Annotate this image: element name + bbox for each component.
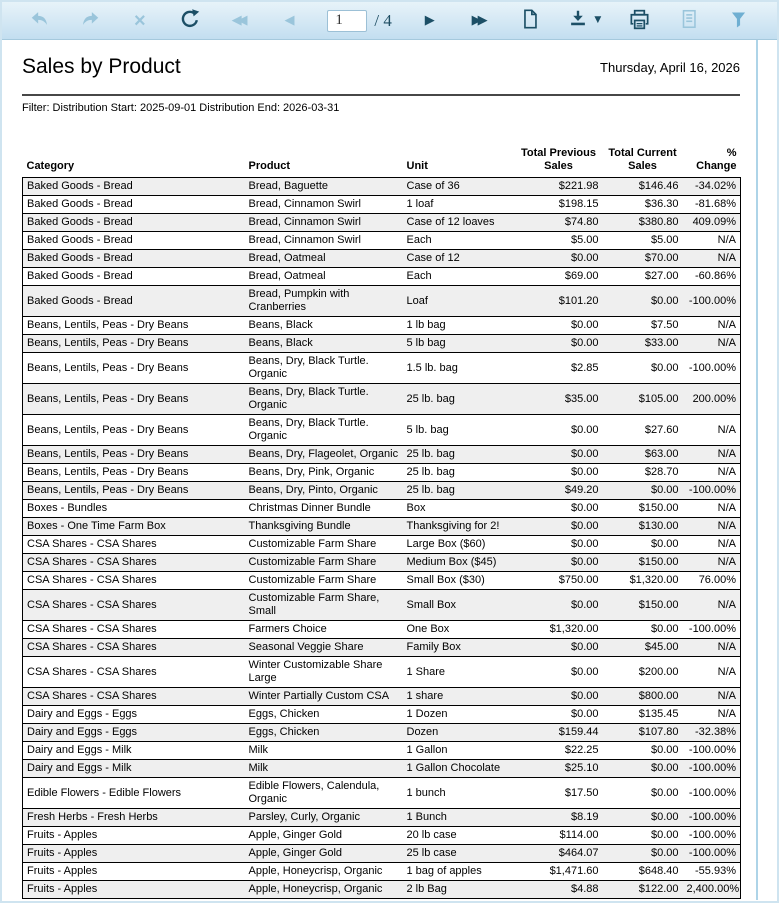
current-sales-cell: $122.00 [603, 881, 683, 899]
prev-sales-cell: $464.07 [515, 845, 603, 863]
product-cell: Edible Flowers, Calendula, Organic [245, 778, 403, 809]
prev-sales-cell: $0.00 [515, 250, 603, 268]
pct-change-cell: N/A [683, 446, 741, 464]
current-sales-cell: $0.00 [603, 809, 683, 827]
current-sales-cell: $0.00 [603, 482, 683, 500]
pct-change-cell: -60.86% [683, 268, 741, 286]
table-row [23, 742, 741, 760]
current-sales-cell: $0.00 [603, 827, 683, 845]
prev-sales-cell: $198.15 [515, 196, 603, 214]
prev-sales-cell: $1,320.00 [515, 621, 603, 639]
prev-page-icon: ◀ [284, 13, 295, 28]
pct-change-cell: N/A [683, 657, 741, 688]
product-cell: Winter Partially Custom CSA [245, 688, 403, 706]
product-cell: Bread, Oatmeal [245, 250, 403, 268]
export-button[interactable] [567, 8, 601, 34]
category-cell: Dairy and Eggs - Milk [23, 760, 245, 778]
unit-cell: 5 lb. bag [403, 415, 515, 446]
prev-sales-cell: $221.98 [515, 178, 603, 196]
table-row [23, 639, 741, 657]
sales-table [22, 147, 741, 899]
current-sales-cell: $28.70 [603, 464, 683, 482]
unit-cell: Large Box ($60) [403, 536, 515, 554]
unit-cell: Each [403, 232, 515, 250]
unit-cell: Loaf [403, 286, 515, 317]
prev-sales-cell: $49.20 [515, 482, 603, 500]
table-row [23, 590, 741, 621]
unit-cell: 1 Share [403, 657, 515, 688]
category-cell: Fruits - Apples [23, 863, 245, 881]
table-row [23, 464, 741, 482]
column-header-category: Category [26, 160, 75, 172]
category-cell: Beans, Lentils, Peas - Dry Beans [23, 353, 245, 384]
current-sales-cell: $27.00 [603, 268, 683, 286]
table-row [23, 554, 741, 572]
pct-change-cell: -100.00% [683, 778, 741, 809]
category-cell: Baked Goods - Bread [23, 178, 245, 196]
unit-cell: Family Box [403, 639, 515, 657]
prev-sales-cell: $159.44 [515, 724, 603, 742]
pct-change-cell: N/A [683, 464, 741, 482]
category-cell: CSA Shares - CSA Shares [23, 688, 245, 706]
page-layout-button[interactable] [518, 8, 542, 34]
current-sales-cell: $146.46 [603, 178, 683, 196]
category-cell: Beans, Lentils, Peas - Dry Beans [23, 482, 245, 500]
table-row [23, 809, 741, 827]
unit-cell: Medium Box ($45) [403, 554, 515, 572]
prev-sales-cell: $0.00 [515, 335, 603, 353]
pct-change-cell: N/A [683, 639, 741, 657]
table-row [23, 827, 741, 845]
table-row [23, 415, 741, 446]
current-sales-cell: $107.80 [603, 724, 683, 742]
table-row [23, 657, 741, 688]
unit-cell: 1 Gallon Chocolate [403, 760, 515, 778]
category-cell: Baked Goods - Bread [23, 250, 245, 268]
category-cell: CSA Shares - CSA Shares [23, 554, 245, 572]
print-icon [628, 8, 651, 34]
prev-sales-cell: $0.00 [515, 706, 603, 724]
pct-change-cell: N/A [683, 706, 741, 724]
table-row [23, 214, 741, 232]
unit-cell: 25 lb case [403, 845, 515, 863]
last-page-button[interactable] [468, 8, 492, 34]
single-page-icon [519, 8, 541, 33]
current-sales-cell: $45.00 [603, 639, 683, 657]
unit-cell: Case of 36 [403, 178, 515, 196]
current-sales-cell: $0.00 [603, 742, 683, 760]
category-cell: Beans, Lentils, Peas - Dry Beans [23, 446, 245, 464]
unit-cell: 25 lb. bag [403, 464, 515, 482]
unit-cell: 25 lb. bag [403, 482, 515, 500]
product-cell: Farmers Choice [245, 621, 403, 639]
forward-button[interactable] [78, 8, 102, 34]
pct-change-cell: -100.00% [683, 760, 741, 778]
prev-sales-cell: $0.00 [515, 688, 603, 706]
table-row [23, 688, 741, 706]
table-row [23, 518, 741, 536]
prev-sales-cell: $2.85 [515, 353, 603, 384]
product-cell: Beans, Dry, Flageolet, Organic [245, 446, 403, 464]
category-cell: Beans, Lentils, Peas - Dry Beans [23, 415, 245, 446]
prev-sales-cell: $35.00 [515, 384, 603, 415]
category-cell: Fruits - Apples [23, 827, 245, 845]
unit-cell: 25 lb. bag [403, 446, 515, 464]
prev-sales-cell: $74.80 [515, 214, 603, 232]
header-divider [22, 94, 740, 96]
document-view-button[interactable] [677, 8, 701, 34]
product-cell: Milk [245, 742, 403, 760]
current-sales-cell: $380.80 [603, 214, 683, 232]
product-cell: Thanksgiving Bundle [245, 518, 403, 536]
unit-cell: 1 Gallon [403, 742, 515, 760]
current-sales-cell: $33.00 [603, 335, 683, 353]
pct-change-cell: N/A [683, 554, 741, 572]
cancel-icon: × [133, 9, 146, 32]
current-sales-cell: $0.00 [603, 760, 683, 778]
current-sales-cell: $0.00 [603, 536, 683, 554]
prev-sales-cell: $25.10 [515, 760, 603, 778]
dropdown-caret-icon: ▼ [594, 15, 602, 25]
current-sales-cell: $150.00 [603, 554, 683, 572]
product-cell: Milk [245, 760, 403, 778]
report-date: Thursday, April 16, 2026 [600, 59, 740, 75]
prev-page-button[interactable] [277, 8, 301, 34]
table-row [23, 268, 741, 286]
current-sales-cell: $27.60 [603, 415, 683, 446]
category-cell: Boxes - One Time Farm Box [23, 518, 245, 536]
product-cell: Eggs, Chicken [245, 724, 403, 742]
prev-sales-cell: $0.00 [515, 446, 603, 464]
category-cell: Beans, Lentils, Peas - Dry Beans [23, 317, 245, 335]
pct-change-cell: N/A [683, 335, 741, 353]
current-sales-cell: $7.50 [603, 317, 683, 335]
table-row [23, 232, 741, 250]
column-header-product: Product [248, 160, 291, 172]
table-row [23, 353, 741, 384]
pct-change-cell: 200.00% [683, 384, 741, 415]
first-page-button[interactable] [228, 8, 252, 34]
product-cell: Customizable Farm Share [245, 572, 403, 590]
first-page-icon: ◀◀ [231, 13, 244, 28]
category-cell: Baked Goods - Bread [23, 214, 245, 232]
prev-sales-cell: $0.00 [515, 657, 603, 688]
prev-sales-cell: $5.00 [515, 232, 603, 250]
current-sales-cell: $135.45 [603, 706, 683, 724]
toolbar [2, 2, 777, 40]
unit-cell: 1.5 lb. bag [403, 353, 515, 384]
report-header [22, 55, 740, 79]
back-button[interactable] [28, 8, 52, 34]
table-row [23, 286, 741, 317]
pct-change-cell: 2,400.00% [683, 881, 741, 899]
prev-sales-cell: $69.00 [515, 268, 603, 286]
table-row [23, 317, 741, 335]
current-sales-cell: $800.00 [603, 688, 683, 706]
table-row [23, 335, 741, 353]
prev-sales-cell: $114.00 [515, 827, 603, 845]
pct-change-cell: -100.00% [683, 286, 741, 317]
unit-cell: Small Box [403, 590, 515, 621]
filter-text: Filter: Distribution Start: 2025-09-01 Distribution End: 2026-03-31 [22, 102, 340, 114]
prev-sales-cell: $101.20 [515, 286, 603, 317]
prev-sales-cell: $0.00 [515, 317, 603, 335]
pct-change-cell: -100.00% [683, 621, 741, 639]
product-cell: Bread, Cinnamon Swirl [245, 214, 403, 232]
print-button[interactable] [627, 8, 651, 34]
prev-sales-cell: $0.00 [515, 639, 603, 657]
product-cell: Beans, Dry, Black Turtle. Organic [245, 415, 403, 446]
current-sales-cell: $70.00 [603, 250, 683, 268]
unit-cell: 20 lb case [403, 827, 515, 845]
table-row [23, 250, 741, 268]
table-row [23, 706, 741, 724]
category-cell: Baked Goods - Bread [23, 286, 245, 317]
category-cell: CSA Shares - CSA Shares [23, 621, 245, 639]
current-sales-cell: $1,320.00 [603, 572, 683, 590]
product-cell: Apple, Honeycrisp, Organic [245, 881, 403, 899]
current-sales-cell: $200.00 [603, 657, 683, 688]
product-cell: Customizable Farm Share [245, 536, 403, 554]
sales-table-body [23, 178, 741, 899]
current-sales-cell: $0.00 [603, 778, 683, 809]
product-cell: Bread, Cinnamon Swirl [245, 232, 403, 250]
prev-sales-cell: $750.00 [515, 572, 603, 590]
pct-change-cell: -100.00% [683, 482, 741, 500]
current-sales-cell: $648.40 [603, 863, 683, 881]
category-cell: Fruits - Apples [23, 881, 245, 899]
pct-change-cell: N/A [683, 317, 741, 335]
table-row [23, 845, 741, 863]
unit-cell: One Box [403, 621, 515, 639]
pct-change-cell: N/A [683, 250, 741, 268]
table-row [23, 536, 741, 554]
product-cell: Bread, Oatmeal [245, 268, 403, 286]
unit-cell: 1 share [403, 688, 515, 706]
pct-change-cell: N/A [683, 500, 741, 518]
category-cell: Beans, Lentils, Peas - Dry Beans [23, 464, 245, 482]
product-cell: Seasonal Veggie Share [245, 639, 403, 657]
product-cell: Apple, Honeycrisp, Organic [245, 863, 403, 881]
prev-sales-cell: $22.25 [515, 742, 603, 760]
document-view-icon [678, 8, 700, 33]
prev-sales-cell: $8.19 [515, 809, 603, 827]
pct-change-cell: N/A [683, 688, 741, 706]
category-cell: CSA Shares - CSA Shares [23, 572, 245, 590]
product-cell: Beans, Dry, Black Turtle. Organic [245, 353, 403, 384]
refresh-icon [178, 7, 202, 34]
table-row [23, 482, 741, 500]
next-page-button[interactable] [418, 8, 442, 34]
report-content [22, 55, 740, 899]
filter-button[interactable] [727, 8, 751, 34]
cancel-button[interactable] [128, 8, 152, 34]
category-cell: CSA Shares - CSA Shares [23, 590, 245, 621]
table-row [23, 881, 741, 899]
sales-table-header [23, 147, 741, 178]
category-cell: Fruits - Apples [23, 845, 245, 863]
category-cell: Baked Goods - Bread [23, 196, 245, 214]
current-sales-cell: $0.00 [603, 621, 683, 639]
category-cell: CSA Shares - CSA Shares [23, 536, 245, 554]
pct-change-cell: -100.00% [683, 742, 741, 760]
unit-cell: 1 Bunch [403, 809, 515, 827]
page-number-input[interactable] [327, 10, 367, 32]
prev-sales-cell: $0.00 [515, 500, 603, 518]
unit-cell: Thanksgiving for 2! [403, 518, 515, 536]
pct-change-cell: -55.93% [683, 863, 741, 881]
prev-sales-cell: $0.00 [515, 536, 603, 554]
column-header-total-current-sales: Total Current Sales [608, 147, 677, 172]
table-row [23, 196, 741, 214]
next-page-icon: ▶ [424, 13, 435, 28]
table-row [23, 621, 741, 639]
product-cell: Beans, Black [245, 317, 403, 335]
pct-change-cell: N/A [683, 232, 741, 250]
product-cell: Beans, Dry, Pinto, Organic [245, 482, 403, 500]
category-cell: Beans, Lentils, Peas - Dry Beans [23, 335, 245, 353]
product-cell: Bread, Pumpkin with Cranberries [245, 286, 403, 317]
category-cell: Fresh Herbs - Fresh Herbs [23, 809, 245, 827]
current-sales-cell: $5.00 [603, 232, 683, 250]
table-row [23, 778, 741, 809]
prev-sales-cell: $0.00 [515, 464, 603, 482]
page-right-edge [756, 40, 758, 900]
unit-cell: 5 lb bag [403, 335, 515, 353]
current-sales-cell: $0.00 [603, 845, 683, 863]
pct-change-cell: 409.09% [683, 214, 741, 232]
product-cell: Beans, Black [245, 335, 403, 353]
pct-change-cell: N/A [683, 518, 741, 536]
prev-sales-cell: $0.00 [515, 554, 603, 572]
filter-icon [728, 9, 749, 33]
table-row [23, 500, 741, 518]
pct-change-cell: 76.00% [683, 572, 741, 590]
unit-cell: Small Box ($30) [403, 572, 515, 590]
prev-sales-cell: $0.00 [515, 590, 603, 621]
page-title: Sales by Product [22, 55, 181, 78]
unit-cell: 1 bunch [403, 778, 515, 809]
current-sales-cell: $105.00 [603, 384, 683, 415]
unit-cell: 1 loaf [403, 196, 515, 214]
unit-cell: 1 bag of apples [403, 863, 515, 881]
page-navigation [327, 10, 391, 32]
product-cell: Customizable Farm Share [245, 554, 403, 572]
product-cell: Beans, Dry, Black Turtle. Organic [245, 384, 403, 415]
category-cell: CSA Shares - CSA Shares [23, 657, 245, 688]
category-cell: Boxes - Bundles [23, 500, 245, 518]
pct-change-cell: -100.00% [683, 809, 741, 827]
product-cell: Christmas Dinner Bundle [245, 500, 403, 518]
page-total-label: / 4 [374, 10, 392, 30]
prev-sales-cell: $0.00 [515, 518, 603, 536]
pct-change-cell: -100.00% [683, 353, 741, 384]
unit-cell: 2 lb Bag [403, 881, 515, 899]
product-cell: Apple, Ginger Gold [245, 827, 403, 845]
table-row [23, 446, 741, 464]
product-cell: Eggs, Chicken [245, 706, 403, 724]
current-sales-cell: $0.00 [603, 353, 683, 384]
back-icon [29, 8, 51, 33]
current-sales-cell: $0.00 [603, 286, 683, 317]
current-sales-cell: $130.00 [603, 518, 683, 536]
table-row [23, 760, 741, 778]
current-sales-cell: $36.30 [603, 196, 683, 214]
pct-change-cell: N/A [683, 415, 741, 446]
table-row [23, 724, 741, 742]
pct-change-cell: -34.02% [683, 178, 741, 196]
pct-change-cell: -81.68% [683, 196, 741, 214]
pct-change-cell: -100.00% [683, 845, 741, 863]
unit-cell: Box [403, 500, 515, 518]
table-row [23, 863, 741, 881]
unit-cell: Dozen [403, 724, 515, 742]
prev-sales-cell: $0.00 [515, 415, 603, 446]
current-sales-cell: $150.00 [603, 500, 683, 518]
category-cell: Baked Goods - Bread [23, 232, 245, 250]
category-cell: Baked Goods - Bread [23, 268, 245, 286]
pct-change-cell: N/A [683, 536, 741, 554]
table-row [23, 384, 741, 415]
table-row [23, 178, 741, 196]
pct-change-cell: N/A [683, 590, 741, 621]
pct-change-cell: -100.00% [683, 827, 741, 845]
product-cell: Customizable Farm Share, Small [245, 590, 403, 621]
forward-icon [79, 8, 101, 33]
prev-sales-cell: $4.88 [515, 881, 603, 899]
product-cell: Winter Customizable Share Large [245, 657, 403, 688]
unit-cell: 1 lb bag [403, 317, 515, 335]
unit-cell: 1 Dozen [403, 706, 515, 724]
category-cell: Beans, Lentils, Peas - Dry Beans [23, 384, 245, 415]
prev-sales-cell: $1,471.60 [515, 863, 603, 881]
last-page-icon: ▶▶ [471, 13, 484, 28]
table-row [23, 572, 741, 590]
column-header-total-previous-sales: Total Previous Sales [521, 147, 596, 172]
column-header-pct-change: % Change [696, 147, 737, 172]
category-cell: Dairy and Eggs - Eggs [23, 724, 245, 742]
unit-cell: 25 lb. bag [403, 384, 515, 415]
product-cell: Beans, Dry, Pink, Organic [245, 464, 403, 482]
unit-cell: Each [403, 268, 515, 286]
unit-cell: Case of 12 loaves [403, 214, 515, 232]
product-cell: Parsley, Curly, Organic [245, 809, 403, 827]
report-page [2, 40, 777, 900]
category-cell: CSA Shares - CSA Shares [23, 639, 245, 657]
product-cell: Bread, Cinnamon Swirl [245, 196, 403, 214]
export-download-icon [567, 8, 589, 33]
pct-change-cell: -32.38% [683, 724, 741, 742]
refresh-button[interactable] [178, 8, 202, 34]
current-sales-cell: $63.00 [603, 446, 683, 464]
category-cell: Edible Flowers - Edible Flowers [23, 778, 245, 809]
category-cell: Dairy and Eggs - Milk [23, 742, 245, 760]
column-header-unit: Unit [406, 160, 428, 172]
prev-sales-cell: $17.50 [515, 778, 603, 809]
product-cell: Bread, Baguette [245, 178, 403, 196]
category-cell: Dairy and Eggs - Eggs [23, 706, 245, 724]
current-sales-cell: $150.00 [603, 590, 683, 621]
unit-cell: Case of 12 [403, 250, 515, 268]
product-cell: Apple, Ginger Gold [245, 845, 403, 863]
